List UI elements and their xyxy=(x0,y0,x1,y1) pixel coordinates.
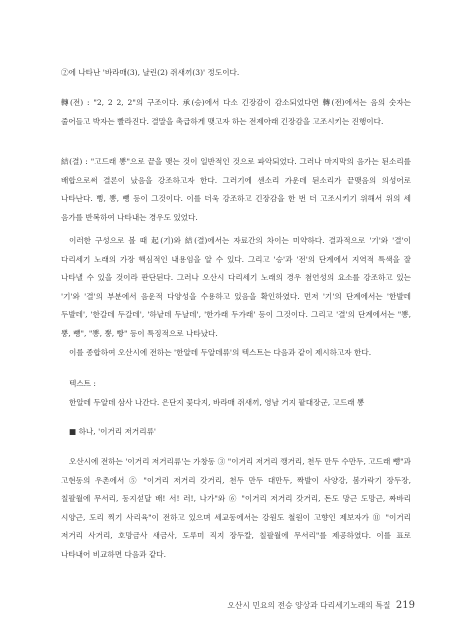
section-heading: ■ 하나, '이거리 저거리류' xyxy=(69,427,157,436)
page-number: 219 xyxy=(395,600,415,611)
text-label: 텍스트 : xyxy=(69,379,96,388)
running-title: 오산시 민요의 전승 양상과 다리세기노래의 특질 xyxy=(227,601,391,610)
paragraph-jeon: 轉(전) : "2, 2 2, 2"의 구조이다. 承(승)에서 다소 긴장감이 감소되었다면 轉(전)에서는 음의 숫자는 줄어들고 박자는 빨라진다. 결말을 촉급하게 맺고자 하는 전제아래 긴장감을 고조시키는 진행이다. xyxy=(61,98,411,126)
paragraph-intro-line: ②에 나타난 '바라매(3), 날린(2) 쥐새끼(3)' 정도이다. xyxy=(61,68,240,77)
paragraph-igeori: 오산시에 전하는 '이거리 저거리류'는 가창동 ③ "이거리 저거리 깽거리, 천두 만두 수만두, 고드래 뺑"과 고현동의 우촌에서 ⑤ "이거리 저거리 갓거리, 천두 만두 대만두, 짝발이 사양강, 봄가락기 장두장, 칠팔월에 무서리, 동지섣달 배! 서! 러!, 나가"와 ⑥ "이거리 저거리 갓거리, 돈도 망근 도망근, 짜바리 시양근, 도리 찍기 사리육"이 전하고 있으며 세교동에서는 강원도 철원이 고향인 제보자가 ⑪ "이거리 저거리 사거리, 호망금사 새금사, 도루미 직지 장두칼, 칠팔월에 무서리"를 제공하였다. 이를 표로 나타내어 비교하면 다음과 같다. xyxy=(61,457,411,559)
page-footer xyxy=(227,600,415,611)
lyrics-text: 한알데 두알데 삼사 나간다. 은단지 꽃다지, 바라매 쥐새끼, 영남 거지 팥대장군, 고드래 뽕 xyxy=(69,398,365,407)
paragraph-gyeol: 結(결) : "고드래 뽕"으로 끝을 맺는 것이 일반적인 것으로 파악되었다. 그러나 마지막의 음가는 된소리를 배합으로써 결론이 났음을 강조하고자 한다. 그러기에 센소리 가운데 된소리가 끝맺음의 의성어로 나타난다. 뻥, 뽕, 뺑 등이 그것이다. 이를 더욱 강조하고 긴장감을 한 번 더 고조시키기 위해서 위의 세 음가를 반복하여 나타내는 경우도 있었다. xyxy=(61,157,411,222)
paragraph-summary: 이를 종합하여 오산시에 전하는 '한알데 두알데류'의 텍스트는 다음과 같이 제시하고자 한다. xyxy=(69,348,372,357)
paragraph-structure-analysis: 이러한 구성으로 볼 때 起(기)와 結(결)에서는 자료간의 차이는 미약하다. 결과적으로 '기'와 '결'이 다리세기 노래의 가장 핵심적인 내용임을 알 수 있다. 그리고 '승'과 '전'의 단계에서 지역적 특색을 잘 나타낼 수 있을 것이라 판단된다. 그러나 오산시 다리세기 노래의 경우 첨언성의 요소를 강조하고 있는 '기'와 '결'의 부분에서 음운적 다양성을 수용하고 있음을 확인하였다. 먼저 '기'의 단계에서는 '한발데 두발데', '한갈데 두갈데', '하낱데 두날데', '한가래 두가래' 등이 그것이다. 그리고 '결'의 단계에서는 "뽕, 뿡, 뺑", "뽕, 뿡, 빵" 등이 특징적으로 나타났다. xyxy=(61,236,411,338)
